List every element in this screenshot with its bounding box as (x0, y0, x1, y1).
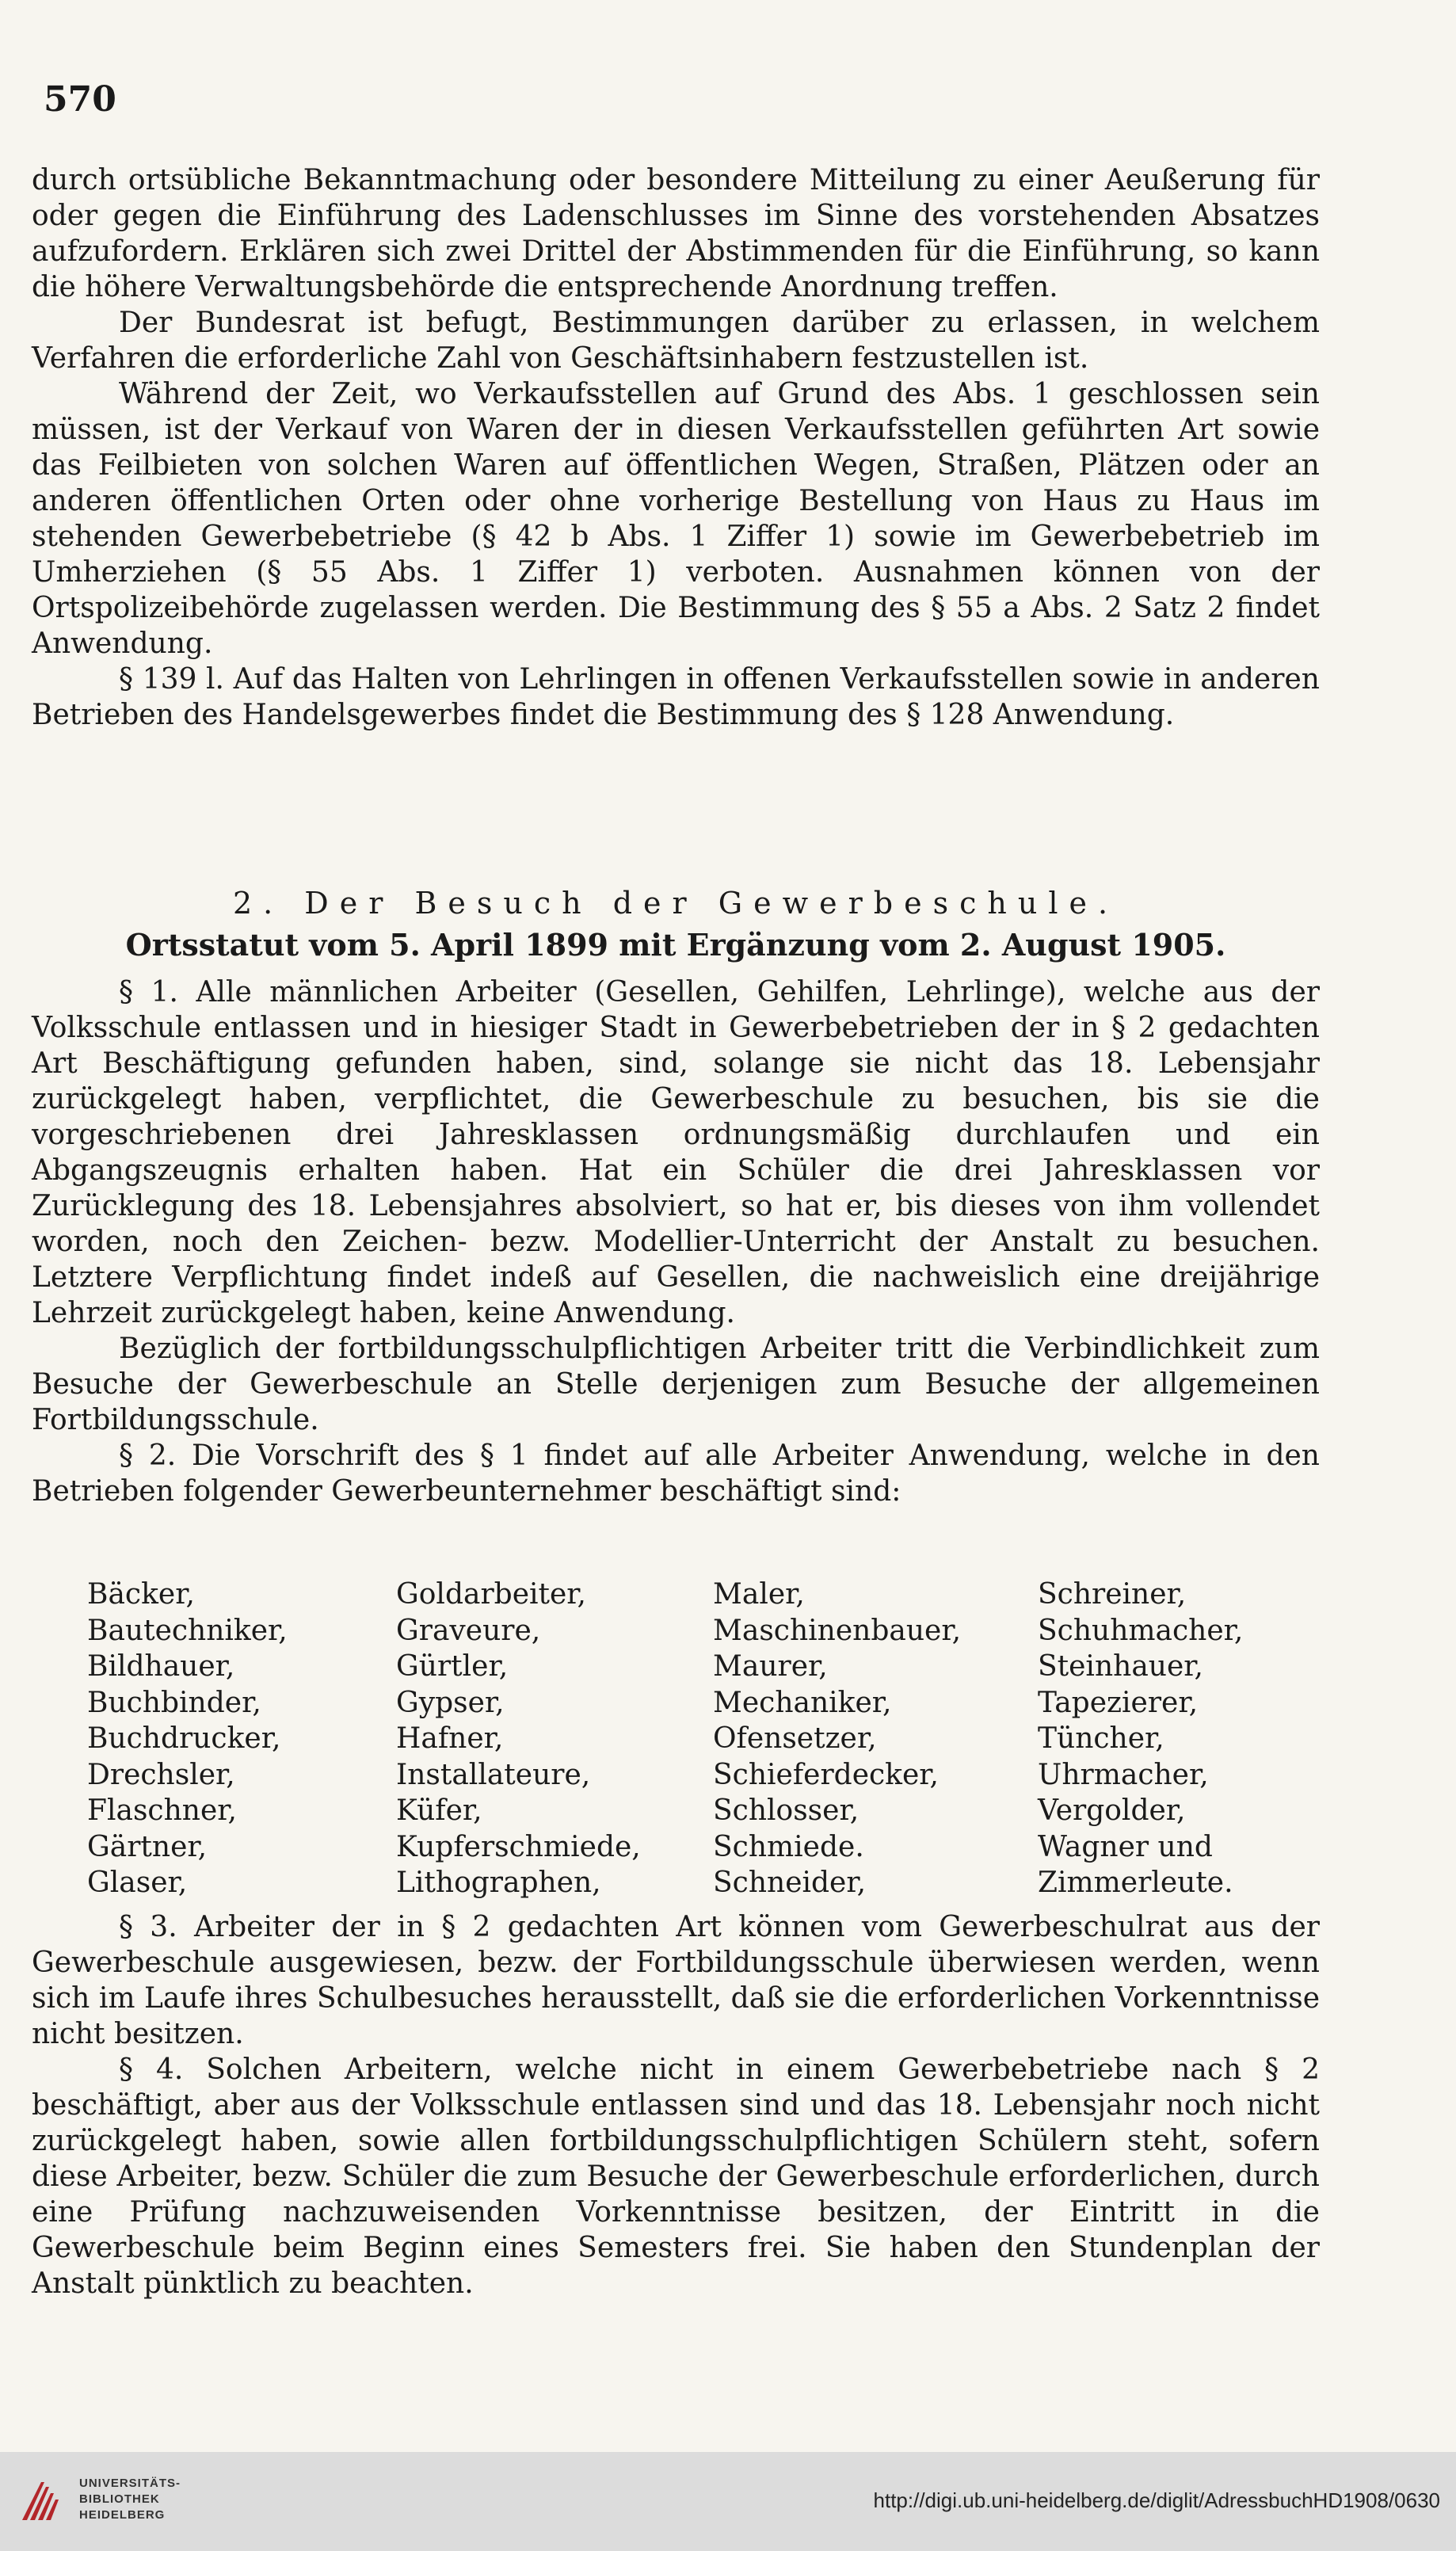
page-number: 570 (44, 79, 116, 120)
trade-item: Maurer, (713, 1650, 828, 1683)
trade-item: Wagner und (1038, 1830, 1213, 1863)
trade-item: Schmiede. (713, 1830, 864, 1863)
library-name (79, 2476, 181, 2523)
section-body-text-continued (32, 1909, 1320, 2301)
library-name-line: HEIDELBERG (79, 2508, 166, 2522)
trade-item: Flaschner, (87, 1794, 237, 1827)
trade-item: Drechsler, (87, 1758, 235, 1791)
trade-item: Kupferschmiede, (396, 1830, 641, 1863)
trade-item: Schneider, (713, 1867, 867, 1899)
trade-item: Schlosser, (713, 1794, 859, 1827)
trade-item: Küfer, (396, 1794, 482, 1827)
trade-item: Maschinenbauer, (713, 1614, 962, 1647)
section-subheading: Ortsstatut vom 5. April 1899 mit Ergänzung vom 2. August 1905. (125, 927, 1226, 963)
paragraph: durch ortsübliche Bekanntmachung oder besondere Mitteilung zu einer Aeußerung für oder gegen die Einführung des Ladenschlusses im Sinne des vorstehenden Absatzes aufzufordern. Erklären sich zwei Drittel der Abstimmenden für die Einführung, so kann die höhere Verwaltungsbehörde die entsprechende Anordnung treffen. (32, 164, 1320, 303)
paragraph: § 2. Die Vorschrift des § 1 findet auf alle Arbeiter Anwendung, welche in den Betrieben folgender Gewerbeunternehmer beschäftigt sind: (32, 1439, 1320, 1508)
paragraph: Der Bundesrat ist befugt, Bestimmungen darüber zu erlassen, in welchem Verfahren die erforderliche Zahl von Geschäftsinhabern festzustellen ist. (32, 307, 1320, 375)
paragraph: § 1. Alle männlichen Arbeiter (Gesellen, Gehilfen, Lehrlinge), welche aus der Volksschule entlassen und in hiesiger Stadt in Gewerbebetrieben der in § 2 gedachten Art Beschäftigung gefunden haben, sind, solange sie nicht das 18. Lebensjahr zurückgelegt haben, verpflichtet, die Gewerbeschule zu besuchen, bis sie die vorgeschriebenen drei Jahresklassen ordnungsmäßig durchlaufen und ein Abgangszeugnis erhalten haben. Hat ein Schüler die drei Jahresklassen vor Zurücklegung des 18. Lebensjahres absolviert, so hat er, bis dieses von ihm vollendet worden, noch den Zeichen- bezw. Modellier-Unterricht der Anstalt zu besuchen. Letztere Verpflichtung findet indeß auf Gesellen, die nachweislich eine dreijährige Lehrzeit zurückgelegt haben, keine Anwendung. (32, 976, 1320, 1329)
trade-item: Bäcker, (87, 1578, 195, 1611)
trade-item: Installateure, (396, 1758, 591, 1791)
trade-item: Steinhauer, (1038, 1650, 1203, 1683)
trades-list (87, 1577, 1291, 1901)
source-url-link[interactable]: http://digi.ub.uni-heidelberg.de/diglit/AdressbuchHD1908/0630 (873, 2488, 1440, 2512)
trade-item: Ofensetzer, (713, 1722, 877, 1755)
footer-bar (0, 2452, 1456, 2551)
paragraph: § 139 l. Auf das Halten von Lehrlingen in offenen Verkaufsstellen sowie in anderen Betrieben des Handelsgewerbes findet die Bestimmung des § 128 Anwendung. (32, 663, 1320, 731)
trade-item: Gypser, (396, 1686, 505, 1719)
library-logo-icon (17, 2476, 68, 2526)
trade-item: Schuhmacher, (1038, 1614, 1244, 1647)
trade-item: Zimmerleute. (1038, 1867, 1233, 1899)
trade-item: Mechaniker, (713, 1686, 892, 1719)
trade-item: Gärtner, (87, 1830, 208, 1863)
trade-item: Gürtler, (396, 1650, 509, 1683)
trade-item: Bautechniker, (87, 1614, 288, 1647)
trade-item: Lithographen, (396, 1867, 601, 1899)
library-name-line: UNIVERSITÄTS- (79, 2477, 181, 2490)
section-top-text (32, 162, 1320, 733)
trade-item: Hafner, (396, 1722, 504, 1755)
section-body-text (32, 974, 1320, 1509)
trade-item: Buchbinder, (87, 1686, 261, 1719)
paragraph: Während der Zeit, wo Verkaufsstellen auf Grund des Abs. 1 geschlossen sein müssen, ist der Verkauf von Waren der in diesen Verkaufsstellen geführten Art sowie das Feilbieten von solchen Waren auf öffentlichen Wegen, Straßen, Plätzen oder an anderen öffentlichen Orten oder ohne vorherige Bestellung von Haus zu Haus im stehenden Gewerbebetriebe (§ 42 b Abs. 1 Ziffer 1) sowie im Gewerbebetrieb im Umherziehen (§ 55 Abs. 1 Ziffer 1) verboten. Ausnahmen können von der Ortspolizeibehörde zugelassen werden. Die Bestimmung des § 55 a Abs. 2 Satz 2 findet Anwendung. (32, 378, 1320, 660)
paragraph: § 4. Solchen Arbeitern, welche nicht in einem Gewerbebetriebe nach § 2 beschäftigt, aber aus der Volksschule entlassen sind und das 18. Lebensjahr noch nicht zurückgelegt haben, sowie allen fortbildungsschulpflichtigen Schülern steht, sofern diese Arbeiter, bezw. Schüler die zum Besuche der Gewerbeschule erforderlichen, durch eine Prüfung nachzuweisenden Vorkenntnisse besitzen, der Eintritt in die Gewerbeschule beim Beginn eines Semesters frei. Sie haben den Stundenplan der Anstalt pünktlich zu beachten. (32, 2053, 1320, 2300)
trade-item: Glaser, (87, 1867, 188, 1899)
trade-item: Tapezierer, (1038, 1686, 1199, 1719)
paragraph: Bezüglich der fortbildungsschulpflichtigen Arbeiter tritt die Verbindlichkeit zum Besuche der Gewerbeschule an Stelle derjenigen zum Besuche der allgemeinen Fortbildungsschule. (32, 1333, 1320, 1436)
trade-item: Bildhauer, (87, 1650, 235, 1683)
section-heading: 2. Der Besuch der Gewerbeschule. (232, 886, 1119, 921)
paragraph: § 3. Arbeiter der in § 2 gedachten Art können vom Gewerbeschulrat aus der Gewerbeschule ausgewiesen, bezw. der Fortbildungsschule überwiesen werden, wenn sich im Laufe ihres Schulbesuches herausstellt, daß sie die erforderlichen Vorkenntnisse nicht besitzen. (32, 1911, 1320, 2050)
trade-item: Schreiner, (1038, 1578, 1187, 1611)
trade-item: Vergolder, (1038, 1794, 1186, 1827)
trade-item: Buchdrucker, (87, 1722, 281, 1755)
trade-item: Uhrmacher, (1038, 1758, 1209, 1791)
trade-item: Maler, (713, 1578, 805, 1611)
trade-item: Schieferdecker, (713, 1758, 939, 1791)
trade-item: Goldarbeiter, (396, 1578, 586, 1611)
trade-item: Tüncher, (1038, 1722, 1164, 1755)
trade-item: Graveure, (396, 1614, 541, 1647)
library-name-line: BIBLIOTHEK (79, 2492, 160, 2506)
